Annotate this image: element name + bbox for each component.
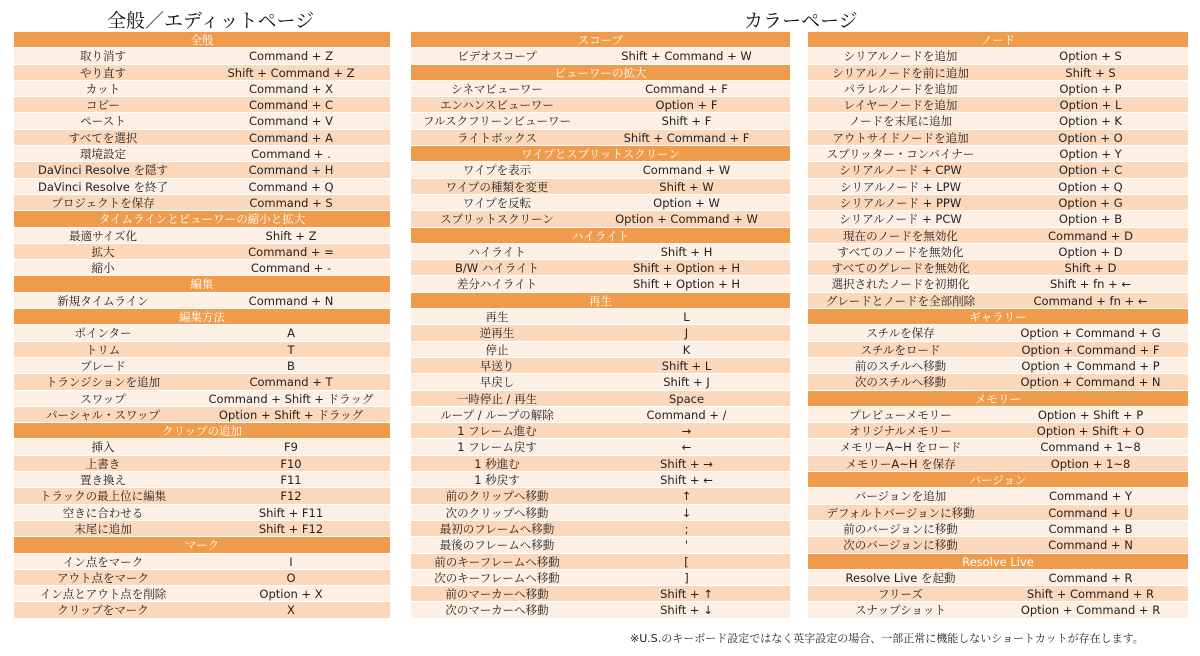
shortcut-keys: Shift + D — [1064, 261, 1117, 276]
shortcut-row — [14, 358, 390, 374]
shortcut-row — [808, 423, 1188, 439]
shortcut-keys: B — [287, 358, 295, 373]
shortcut-action: アウトサイドノードを追加 — [832, 130, 969, 145]
shortcut-row — [411, 570, 790, 586]
shortcut-row — [14, 65, 390, 81]
shortcut-action: 置き換え — [80, 473, 126, 488]
shortcut-action: グレードとノードを全部削除 — [825, 293, 976, 308]
shortcut-keys: Shift + → — [660, 456, 713, 471]
shortcut-keys: Shift + H — [660, 244, 713, 259]
shortcut-keys: I — [289, 554, 293, 569]
shortcut-action: イン点とアウト点を削除 — [39, 587, 167, 602]
shortcut-keys: Option + Command + P — [1021, 358, 1160, 373]
shortcut-row — [808, 374, 1188, 390]
shortcut-row — [14, 195, 390, 211]
shortcut-keys: Shift + ↓ — [660, 603, 713, 618]
shortcut-action: ループ / ループの解除 — [440, 407, 554, 422]
shortcut-action: トランジションを追加 — [45, 375, 161, 390]
shortcut-keys: Command + = — [248, 244, 334, 259]
section-header: メモリー — [808, 391, 1188, 407]
shortcut-row — [808, 537, 1188, 553]
shortcut-row — [14, 97, 390, 113]
shortcut-row — [808, 65, 1188, 81]
shortcut-keys: Command + S — [249, 195, 333, 210]
shortcut-action: ビデオスコープ — [457, 49, 537, 64]
shortcut-keys: ' — [684, 538, 689, 553]
section-header: タイムラインとビューワーの縮小と拡大 — [14, 211, 390, 227]
shortcut-row — [808, 179, 1188, 195]
shortcut-row — [808, 97, 1188, 113]
shortcut-action: DaVinci Resolve を隠す — [38, 163, 168, 178]
shortcut-row — [808, 130, 1188, 146]
shortcut-row — [808, 488, 1188, 504]
shortcut-keys: Option + Command + G — [1020, 326, 1161, 341]
column-color-right — [808, 32, 1188, 619]
shortcut-row — [808, 456, 1188, 472]
section-header: Resolve Live — [808, 554, 1188, 570]
shortcut-action: 前のキーフレームへ移動 — [434, 554, 560, 569]
shortcut-row — [808, 407, 1188, 423]
shortcut-row — [14, 162, 390, 178]
shortcut-action: 上書き — [85, 456, 121, 471]
shortcut-row — [411, 325, 790, 341]
shortcut-row — [14, 342, 390, 358]
shortcut-keys: Option + Shift + P — [1037, 407, 1144, 422]
shortcut-row — [411, 439, 790, 455]
shortcut-keys: Shift + Option + H — [632, 261, 741, 276]
shortcut-row — [808, 586, 1188, 602]
shortcut-keys: Option + B — [1058, 212, 1123, 227]
shortcut-row — [411, 244, 790, 260]
shortcut-action: 早戻し — [479, 375, 515, 390]
shortcut-action: フリーズ — [878, 587, 923, 602]
shortcut-action: ポインター — [74, 326, 132, 341]
shortcut-row — [14, 228, 390, 244]
shortcut-row — [14, 244, 390, 260]
shortcut-keys: Space — [668, 391, 705, 406]
shortcut-row — [808, 162, 1188, 178]
section-header: クリップの追加 — [14, 423, 390, 439]
shortcut-keys: Command + V — [249, 114, 333, 129]
shortcut-action: DaVinci Resolve を終了 — [38, 179, 168, 194]
shortcut-action: シネマビューワー — [451, 81, 543, 96]
shortcut-action: 一時停止 / 再生 — [456, 391, 538, 406]
shortcut-row — [14, 391, 390, 407]
section-header: ハイライト — [411, 228, 790, 244]
column-general-edit — [14, 32, 390, 619]
shortcut-row — [14, 570, 390, 586]
shortcut-keys: Option + L — [1059, 98, 1122, 113]
shortcut-row — [411, 521, 790, 537]
shortcut-keys: Shift + F12 — [258, 521, 324, 536]
shortcut-action: すべてのノードを無効化 — [837, 244, 964, 259]
shortcut-action: すべてを選択 — [68, 130, 138, 145]
shortcut-row — [808, 293, 1188, 309]
shortcut-row — [411, 162, 790, 178]
shortcut-keys: Shift + L — [661, 358, 712, 373]
section-header: ビューワーの拡大 — [411, 65, 790, 81]
shortcut-row — [808, 570, 1188, 586]
shortcut-action: クリップをマーク — [57, 603, 149, 618]
shortcut-keys: Option + W — [653, 195, 720, 210]
shortcut-action: 前のマーカーへ移動 — [445, 587, 549, 602]
shortcut-keys: Command + W — [642, 163, 731, 178]
section-header: ノード — [808, 32, 1188, 48]
shortcut-row — [14, 179, 390, 195]
shortcut-row — [14, 472, 390, 488]
shortcut-action: 最後のフレームへ移動 — [439, 538, 555, 553]
shortcut-keys: Command + C — [248, 98, 334, 113]
shortcut-keys: [ — [684, 554, 689, 569]
shortcut-action: 新規タイムライン — [57, 293, 149, 308]
shortcut-action: 1 フレーム戻す — [457, 440, 537, 455]
shortcut-keys: Option + S — [1059, 49, 1122, 64]
shortcut-row — [808, 439, 1188, 455]
shortcut-action: フルスクフリーンビューワー — [422, 114, 571, 129]
shortcut-keys: → — [681, 424, 692, 439]
shortcut-action: 再生 — [485, 310, 509, 325]
shortcut-keys: F12 — [280, 489, 302, 504]
shortcut-action: バージョンを追加 — [854, 489, 947, 504]
shortcut-row — [14, 260, 390, 276]
shortcut-row — [411, 276, 790, 292]
shortcut-row — [411, 130, 790, 146]
shortcut-row — [14, 293, 390, 309]
shortcut-row — [808, 81, 1188, 97]
shortcut-keys: F10 — [280, 456, 302, 471]
shortcut-action: 取り消す — [80, 49, 126, 64]
shortcut-keys: L — [683, 310, 690, 325]
shortcut-keys: J — [684, 326, 689, 341]
shortcut-keys: Option + G — [1058, 195, 1123, 210]
shortcut-action: スチルを保存 — [866, 326, 935, 341]
section-header: バージョン — [808, 472, 1188, 488]
shortcut-action: シリアルノード + PCW — [839, 212, 962, 227]
shortcut-action: B/W ハイライト — [455, 261, 539, 276]
shortcut-keys: Option + P — [1059, 81, 1122, 96]
shortcut-action: すべてのグレードを無効化 — [831, 261, 970, 276]
shortcut-action: ハイライト — [468, 244, 526, 259]
shortcut-row — [411, 342, 790, 358]
shortcut-row — [808, 342, 1188, 358]
shortcut-keys: Command + Z — [249, 49, 333, 64]
shortcut-action: 逆再生 — [479, 326, 515, 341]
shortcut-keys: Shift + J — [663, 375, 710, 390]
shortcut-row — [14, 456, 390, 472]
shortcut-keys: Command + Q — [248, 179, 334, 194]
shortcut-keys: Command + . — [251, 147, 331, 162]
shortcut-keys: Option + X — [259, 587, 323, 602]
shortcut-keys: Command + / — [646, 407, 727, 422]
shortcut-row — [411, 97, 790, 113]
shortcut-action: 早送り — [479, 358, 515, 373]
shortcut-action: レイヤーノードを追加 — [843, 98, 958, 113]
shortcut-row — [14, 407, 390, 423]
shortcut-row — [411, 260, 790, 276]
shortcut-action: 1 秒進む — [474, 456, 520, 471]
shortcut-row — [411, 456, 790, 472]
shortcut-row — [14, 521, 390, 537]
section-header: 編集 — [14, 276, 390, 292]
shortcut-action: ワイプを反転 — [462, 195, 532, 210]
shortcut-keys: F11 — [280, 473, 302, 488]
shortcut-row — [411, 554, 790, 570]
shortcut-action: トリム — [85, 342, 121, 357]
shortcut-keys: ] — [684, 570, 689, 585]
shortcut-action: メモリーA~H をロード — [839, 440, 962, 455]
shortcut-keys: Shift + F11 — [258, 505, 324, 520]
shortcut-keys: Command + U — [1048, 505, 1133, 520]
shortcut-keys: A — [287, 326, 295, 341]
shortcut-keys: ↓ — [681, 505, 692, 520]
shortcut-keys: Option + K — [1059, 114, 1122, 129]
shortcut-keys: Option + C — [1058, 163, 1123, 178]
shortcut-action: 1 フレーム進む — [457, 424, 537, 439]
shortcut-row — [808, 521, 1188, 537]
shortcut-action: ライトボックス — [456, 130, 538, 145]
shortcut-keys: F9 — [284, 440, 298, 455]
shortcut-keys: Command + D — [1048, 228, 1133, 243]
shortcut-row — [411, 211, 790, 227]
shortcut-keys: Shift + S — [1065, 65, 1116, 80]
shortcut-keys: T — [287, 342, 295, 357]
shortcut-keys: Command + fn + ← — [1033, 293, 1148, 308]
shortcut-action: 前のバージョンに移動 — [843, 521, 958, 536]
shortcut-row — [411, 407, 790, 423]
page-title-general-edit: 全般／エディットページ — [107, 10, 315, 32]
shortcut-row — [808, 358, 1188, 374]
shortcut-keys: Option + Q — [1058, 179, 1123, 194]
shortcut-row — [14, 130, 390, 146]
shortcut-action: シリアルノードを前に追加 — [832, 65, 969, 80]
shortcut-action: カット — [85, 81, 121, 96]
shortcut-keys: Option + Command + W — [615, 212, 758, 227]
shortcut-row — [411, 358, 790, 374]
shortcut-action: スチルをロード — [860, 342, 941, 357]
section-header: 編集方法 — [14, 309, 390, 325]
shortcut-action: オリジナルメモリー — [849, 424, 952, 439]
shortcut-row — [14, 113, 390, 129]
shortcut-keys: Shift + fn + ← — [1049, 277, 1131, 292]
column-color-left — [411, 32, 790, 619]
shortcut-row — [808, 325, 1188, 341]
shortcut-row — [14, 374, 390, 390]
shortcut-action: 前のクリップへ移動 — [445, 489, 549, 504]
shortcut-row — [411, 374, 790, 390]
shortcut-row — [411, 113, 790, 129]
shortcut-action: プレビューメモリー — [849, 407, 952, 422]
shortcut-keys: O — [286, 570, 296, 585]
shortcut-action: 現在のノードを無効化 — [843, 228, 958, 243]
shortcut-action: 選択されたノードを初期化 — [831, 277, 970, 292]
shortcut-action: 末尾に追加 — [74, 521, 132, 536]
shortcut-action: Resolve Live を起動 — [845, 570, 956, 585]
shortcut-keys: Command + R — [1048, 570, 1133, 585]
shortcut-action: トラックの最上位に編集 — [39, 489, 167, 504]
shortcut-row — [411, 602, 790, 618]
section-header: ワイプとスプリットスクリーン — [411, 146, 790, 162]
shortcut-row — [14, 554, 390, 570]
shortcut-action: ブレード — [80, 358, 126, 373]
shortcut-row — [808, 146, 1188, 162]
shortcut-action: メモリーA~H を保存 — [845, 456, 956, 471]
shortcut-action: パラレルノードを追加 — [843, 81, 958, 96]
shortcut-keys: Command + Shift + ドラッグ — [208, 391, 374, 406]
shortcut-keys: Option + Command + R — [1020, 603, 1161, 618]
shortcut-row — [808, 602, 1188, 618]
shortcut-keys: Option + Command + N — [1020, 375, 1161, 390]
shortcut-keys: Option + 1~8 — [1050, 456, 1131, 471]
shortcut-row — [411, 423, 790, 439]
shortcut-keys: Shift + Command + Z — [227, 65, 355, 80]
shortcut-action: 拡大 — [91, 244, 115, 259]
shortcut-keys: Command + B — [1048, 521, 1133, 536]
shortcut-row — [14, 81, 390, 97]
shortcut-keys: Shift + Command + R — [1026, 587, 1155, 602]
shortcut-row — [411, 309, 790, 325]
shortcut-keys: K — [682, 342, 691, 357]
shortcut-action: 最適サイズ化 — [68, 228, 138, 243]
shortcut-action: ノードを末尾に追加 — [848, 114, 953, 129]
shortcut-action: 最初のフレームへ移動 — [439, 521, 555, 536]
shortcut-action: 次のキーフレームへ移動 — [434, 570, 560, 585]
shortcut-row — [14, 146, 390, 162]
shortcut-keys: Command + - — [250, 261, 332, 276]
shortcut-keys: Shift + ↑ — [660, 587, 713, 602]
shortcut-action: ワイプの種類を変更 — [445, 179, 549, 194]
shortcut-keys: Command + N — [1048, 538, 1133, 553]
shortcut-row — [411, 48, 790, 64]
section-header: 再生 — [411, 293, 790, 309]
shortcut-row — [808, 244, 1188, 260]
shortcut-action: 停止 — [485, 342, 509, 357]
shortcut-keys: Option + Shift + ドラッグ — [218, 407, 364, 422]
shortcut-keys: Option + Y — [1059, 147, 1122, 162]
shortcut-keys: Option + F — [655, 98, 718, 113]
shortcut-row — [411, 179, 790, 195]
shortcut-action: 挿入 — [91, 440, 115, 455]
shortcut-action: スワップ — [80, 391, 126, 406]
shortcut-action: 次のクリップへ移動 — [445, 505, 549, 520]
shortcut-action: ペースト — [80, 114, 126, 129]
shortcut-action: やり直す — [80, 65, 126, 80]
shortcut-action: 次のマーカーへ移動 — [445, 603, 549, 618]
shortcut-keys: Command + H — [248, 163, 334, 178]
shortcut-keys: Option + O — [1058, 130, 1123, 145]
section-header: ギャラリー — [808, 309, 1188, 325]
shortcut-row — [808, 260, 1188, 276]
shortcut-keys: Command + 1~8 — [1040, 440, 1141, 455]
shortcut-action: ワイプを表示 — [462, 163, 532, 178]
shortcut-action: 空きに合わせる — [62, 505, 144, 520]
shortcut-action: シリアルノード + LPW — [840, 179, 961, 194]
shortcut-row — [411, 81, 790, 97]
shortcut-keys: Shift + Option + H — [632, 277, 741, 292]
shortcut-keys: Command + T — [249, 375, 333, 390]
shortcut-action: デフォルトバージョンに移動 — [826, 505, 975, 520]
shortcut-action: エンハンスビューワー — [440, 98, 554, 113]
shortcut-keys: Shift + Z — [265, 228, 317, 243]
shortcut-keys: Command + Y — [1048, 489, 1133, 504]
shortcut-row — [14, 602, 390, 618]
shortcut-row — [808, 228, 1188, 244]
shortcut-action: 縮小 — [91, 261, 115, 276]
section-header: マーク — [14, 537, 390, 553]
shortcut-action: 次のバージョンに移動 — [843, 538, 958, 553]
shortcut-keys: ; — [684, 521, 689, 536]
shortcut-keys: ← — [681, 440, 692, 455]
shortcut-action: プロジェクトを保存 — [51, 195, 155, 210]
shortcut-row — [808, 113, 1188, 129]
shortcut-row — [411, 505, 790, 521]
shortcut-action: スプリッター・コンバイナー — [826, 147, 975, 162]
shortcut-action: スプリットスクリーン — [440, 212, 554, 227]
shortcut-row — [808, 48, 1188, 64]
shortcut-keys: Shift + F — [661, 114, 712, 129]
shortcut-keys: Shift + ← — [660, 473, 713, 488]
section-header: スコープ — [411, 32, 790, 48]
shortcut-action: 次のスチルへ移動 — [854, 375, 947, 390]
shortcut-action: シリアルノード + PPW — [839, 195, 962, 210]
shortcut-keys: X — [287, 603, 295, 618]
shortcut-keys: Shift + Command + F — [623, 130, 750, 145]
shortcut-keys: Command + N — [248, 293, 334, 308]
shortcut-action: シリアルノードを追加 — [843, 49, 958, 64]
shortcut-action: アウト点をマーク — [57, 570, 149, 585]
shortcut-keys: Option + Command + F — [1021, 342, 1160, 357]
footnote: ※U.S.のキーボード設定ではなく英字設定の場合、一部正常に機能しないショートカットが存在します。 — [630, 632, 1144, 645]
shortcut-row — [808, 211, 1188, 227]
shortcut-row — [14, 586, 390, 602]
shortcut-action: コピー — [85, 98, 121, 113]
shortcut-row — [14, 325, 390, 341]
shortcut-row — [411, 488, 790, 504]
shortcut-action: パーシャル・スワップ — [46, 407, 160, 422]
shortcut-row — [808, 276, 1188, 292]
shortcut-row — [14, 48, 390, 64]
shortcut-keys: Command + X — [249, 81, 333, 96]
shortcut-row — [14, 488, 390, 504]
shortcut-keys: Option + Shift + O — [1036, 424, 1145, 439]
shortcut-keys: ↑ — [681, 489, 692, 504]
shortcut-row — [808, 195, 1188, 211]
shortcut-action: 差分ハイライト — [456, 277, 538, 292]
shortcut-keys: Shift + Command + W — [621, 49, 752, 64]
shortcut-keys: Shift + W — [659, 179, 714, 194]
shortcut-keys: Option + D — [1058, 244, 1123, 259]
shortcut-row — [411, 391, 790, 407]
page-title-color: カラーページ — [744, 10, 858, 32]
shortcut-row — [808, 505, 1188, 521]
shortcut-keys: Command + A — [249, 130, 333, 145]
section-header: 全般 — [14, 32, 390, 48]
shortcut-row — [14, 505, 390, 521]
shortcut-keys: Command + F — [645, 81, 728, 96]
shortcut-row — [411, 195, 790, 211]
shortcut-row — [14, 439, 390, 455]
shortcut-action: 1 秒戻す — [474, 473, 520, 488]
shortcut-row — [411, 472, 790, 488]
shortcut-action: スナップショット — [855, 603, 946, 618]
shortcut-row — [411, 586, 790, 602]
shortcut-action: 環境設定 — [80, 147, 126, 162]
shortcut-action: イン点をマーク — [62, 554, 144, 569]
shortcut-action: シリアルノード + CPW — [839, 163, 962, 178]
shortcut-action: 前のスチルへ移動 — [854, 358, 947, 373]
shortcut-row — [411, 537, 790, 553]
